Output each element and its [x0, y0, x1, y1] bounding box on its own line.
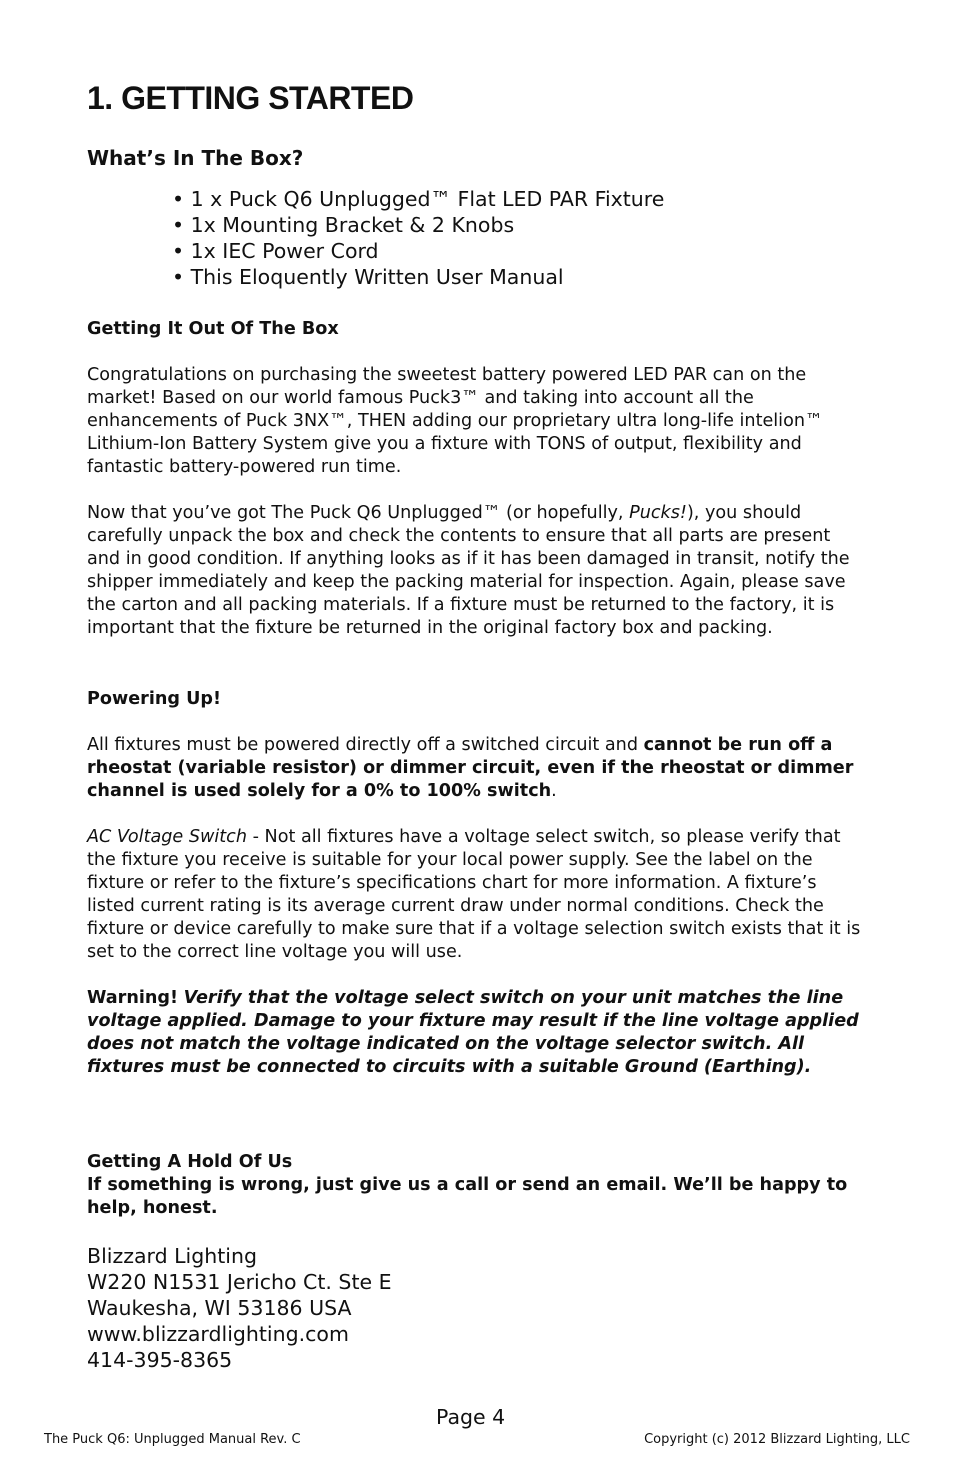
- phone-number: 414-395-8365: [87, 1348, 233, 1372]
- unpack-paragraph-2: [87, 502, 867, 640]
- power-section: [87, 688, 867, 1079]
- contact-heading: Getting A Hold Of Us: [87, 1152, 293, 1172]
- contact-section: [87, 1151, 867, 1220]
- footer-copyright: Copyright (c) 2012 Blizzard Lighting, LLC: [644, 1432, 910, 1447]
- ac-voltage-text: - Not all fixtures have a voltage select switch, so please verify that the fixture you receive is suitable for your local power supply. See the label on the fixture or refer to the fixture’s specifications chart for more information. A fixture’s listed current rating is its average current draw under normal conditions. Check the fixture or device carefully to make sure that if a voltage selection switch exists that it is set to the correct line voltage you will use.: [87, 827, 861, 962]
- power-heading: Powering Up!: [87, 689, 222, 709]
- company-name: Blizzard Lighting: [87, 1244, 257, 1268]
- warning-text: Verify that the voltage select switch on your unit matches the line voltage applied. Damage to your fixture may result if the line voltage applied does not match the voltage indicated on the voltage selector switch. All fixtures must be connected to circuits with a suitable Ground (Earthing).: [87, 988, 859, 1077]
- ac-voltage-paragraph: [87, 826, 867, 964]
- unpack-heading: Getting It Out Of The Box: [87, 319, 339, 339]
- list-item: • 1x Mounting Bracket & 2 Knobs: [172, 213, 515, 237]
- ac-voltage-label: AC Voltage Switch: [87, 827, 248, 847]
- warning-paragraph: [87, 987, 867, 1079]
- unpack-text-a: Now that you’ve got The Puck Q6 Unplugged™ (or hopefully,: [87, 503, 630, 523]
- footer-manual-title: The Puck Q6: Unplugged Manual Rev. C: [44, 1432, 301, 1447]
- unpack-text-b: ), you should carefully unpack the box and check the contents to ensure that all parts are present and in good condition. If anything looks as if it has been damaged in transit, notify the shipper immediately and keep the packing material for inspection. Again, please save the carton and all packing materials. If a fixture must be returned to the factory, it is important that the fixture be returned in the original factory box and packing.: [87, 503, 850, 638]
- list-item: • 1x IEC Power Cord: [172, 239, 379, 263]
- power-end: .: [551, 781, 557, 801]
- unpack-paragraph-1: Congratulations on purchasing the sweetest battery powered LED PAR can on the market! Based on our world famous Puck3™ and taking into account all the enhancements of Puck 3NX™, THEN adding our proprietary ultra long-life intelion™ Lithium-Ion Battery System give you a fixture with TONS of output, flexibility and fantastic battery-powered run time.: [87, 365, 823, 477]
- company-address: [87, 1243, 392, 1373]
- power-paragraph: [87, 734, 867, 803]
- list-item: • This Eloquently Written User Manual: [172, 265, 564, 289]
- box-heading: What’s In The Box?: [87, 146, 304, 170]
- power-bold-text: cannot be run off a rheostat (variable resistor) or dimmer circuit, even if the rheostat or dimmer channel is used solely for a 0% to 100% switch: [87, 735, 854, 801]
- city-state-zip: Waukesha, WI 53186 USA: [87, 1296, 352, 1320]
- warning-label: Warning!: [87, 988, 179, 1008]
- page-title: 1. GETTING STARTED: [87, 80, 414, 116]
- contact-tagline: If something is wrong, just give us a call or send an email. We’ll be happy to help, honest.: [87, 1175, 848, 1218]
- unpack-italic: Pucks!: [629, 503, 687, 523]
- website: www.blizzardlighting.com: [87, 1322, 349, 1346]
- list-item: • 1 x Puck Q6 Unplugged™ Flat LED PAR Fixture: [172, 187, 665, 211]
- street-address: W220 N1531 Jericho Ct. Ste E: [87, 1270, 392, 1294]
- unpack-section: [87, 318, 867, 640]
- page-number: Page 4: [436, 1405, 506, 1429]
- box-contents-list: [172, 186, 664, 290]
- power-text: All fixtures must be powered directly off a switched circuit and: [87, 735, 644, 755]
